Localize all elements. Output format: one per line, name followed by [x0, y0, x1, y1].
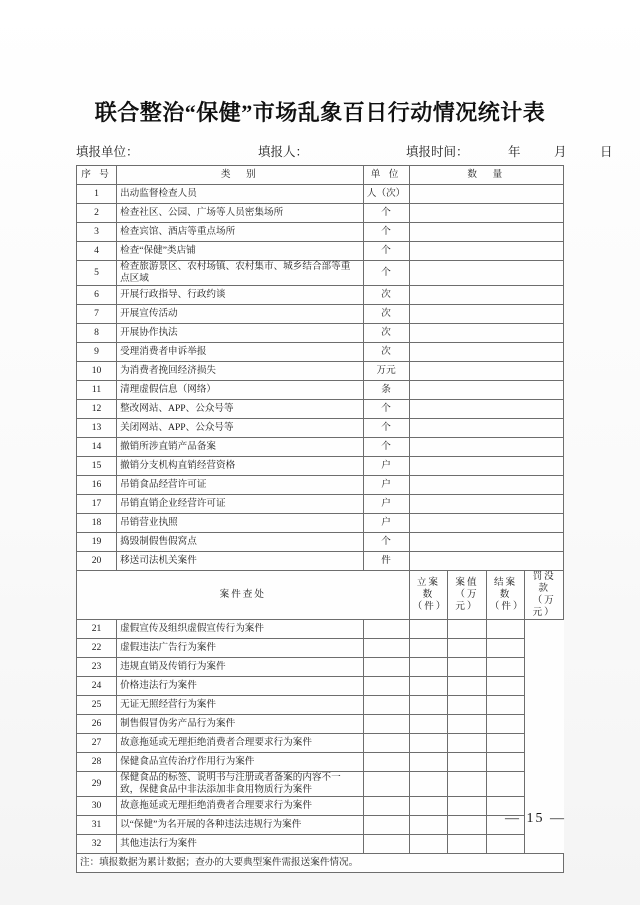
row-quantity-cell[interactable] [409, 418, 563, 437]
row-category: 吊销食品经营许可证 [117, 475, 363, 494]
row-category: 开展宣传活动 [117, 304, 363, 323]
row-case-closed-cell[interactable] [448, 815, 487, 834]
section-sub-header-3: 结案数 （件） [486, 570, 525, 619]
row-case-filed-cell[interactable] [363, 695, 409, 714]
row-quantity-cell[interactable] [409, 475, 563, 494]
table-row [77, 418, 564, 437]
row-quantity-cell[interactable] [409, 261, 563, 286]
row-case-filed-cell[interactable] [363, 815, 409, 834]
row-unit: 个 [363, 399, 409, 418]
table-row [77, 796, 564, 815]
table-row [77, 242, 564, 261]
table-row [77, 323, 564, 342]
table-note: 注：填报数据为累计数据；查办的大要典型案件需报送案件情况。 [77, 853, 564, 872]
row-quantity-cell[interactable] [409, 285, 563, 304]
row-number: 18 [77, 513, 117, 532]
row-case-fine-cell[interactable] [486, 714, 525, 733]
table-row [77, 261, 564, 286]
row-unit: 个 [363, 437, 409, 456]
row-case-value-cell[interactable] [409, 676, 448, 695]
row-case-filed-cell[interactable] [363, 752, 409, 771]
row-number: 5 [77, 261, 117, 286]
table-row [77, 619, 564, 638]
row-case-value-cell[interactable] [409, 771, 448, 796]
row-category: 受理消费者申诉举报 [117, 342, 363, 361]
row-unit: 户 [363, 456, 409, 475]
table-row [77, 494, 564, 513]
row-case-closed-cell[interactable] [448, 752, 487, 771]
row-case-closed-cell[interactable] [448, 676, 487, 695]
row-number: 3 [77, 223, 117, 242]
table-row [77, 204, 564, 223]
row-number: 7 [77, 304, 117, 323]
row-number: 9 [77, 342, 117, 361]
row-number: 31 [77, 815, 117, 834]
row-unit: 个 [363, 223, 409, 242]
page-title: 联合整治“保健”市场乱象百日行动情况统计表 [94, 100, 546, 125]
report-time-label: 填报时间： [406, 145, 469, 159]
row-case-fine-cell[interactable] [486, 657, 525, 676]
table-row [77, 361, 564, 380]
table-row [77, 834, 564, 853]
row-case-value-cell[interactable] [409, 638, 448, 657]
page-number: — 15 — [505, 811, 566, 826]
row-quantity-cell[interactable] [409, 399, 563, 418]
row-case-filed-cell[interactable] [363, 796, 409, 815]
row-unit: 条 [363, 380, 409, 399]
row-category: 保健食品的标签、说明书与注册或者备案的内容不一致，保健食品中非法添加非食用物质行为案件 [117, 771, 363, 796]
table-row [77, 771, 564, 796]
row-case-fine-cell[interactable] [486, 834, 525, 853]
row-unit: 个 [363, 261, 409, 286]
row-case-filed-cell[interactable] [363, 619, 409, 638]
row-unit: 万元 [363, 361, 409, 380]
row-case-closed-cell[interactable] [448, 657, 487, 676]
row-case-fine-cell[interactable] [486, 733, 525, 752]
row-unit: 次 [363, 285, 409, 304]
table-row [77, 437, 564, 456]
table-row [77, 456, 564, 475]
row-category: 价格违法行为案件 [117, 676, 363, 695]
section-sub-header-4: 罚没款 （万元） [525, 570, 564, 619]
row-number: 21 [77, 619, 117, 638]
row-number: 10 [77, 361, 117, 380]
row-case-value-cell[interactable] [409, 657, 448, 676]
row-category: 出动监督检查人员 [117, 185, 363, 204]
row-category: 以“保健”为名开展的各种违法违规行为案件 [117, 815, 363, 834]
row-quantity-cell[interactable] [409, 242, 563, 261]
row-category: 无证无照经营行为案件 [117, 695, 363, 714]
row-quantity-cell[interactable] [409, 204, 563, 223]
row-number: 29 [77, 771, 117, 796]
row-case-filed-cell[interactable] [363, 676, 409, 695]
row-quantity-cell[interactable] [409, 456, 563, 475]
table-row [77, 513, 564, 532]
table-row [77, 657, 564, 676]
section-header-row [77, 570, 564, 619]
row-case-value-cell[interactable] [409, 815, 448, 834]
row-category: 虚假宣传及组织虚假宣传行为案件 [117, 619, 363, 638]
table-row [77, 752, 564, 771]
row-case-closed-cell[interactable] [448, 834, 487, 853]
row-number: 8 [77, 323, 117, 342]
row-number: 27 [77, 733, 117, 752]
row-case-closed-cell[interactable] [448, 771, 487, 796]
row-category: 制售假冒伪劣产品行为案件 [117, 714, 363, 733]
row-number: 24 [77, 676, 117, 695]
row-number: 19 [77, 532, 117, 551]
row-unit: 个 [363, 242, 409, 261]
row-category: 违规直销及传销行为案件 [117, 657, 363, 676]
row-quantity-cell[interactable] [409, 342, 563, 361]
header-category: 类 别 [117, 166, 363, 185]
row-quantity-cell[interactable] [409, 437, 563, 456]
row-unit: 次 [363, 342, 409, 361]
row-category: 吊销营业执照 [117, 513, 363, 532]
row-case-value-cell[interactable] [409, 695, 448, 714]
table-row [77, 475, 564, 494]
table-row [77, 695, 564, 714]
row-category: 整改网站、APP、公众号等 [117, 399, 363, 418]
row-case-filed-cell[interactable] [363, 638, 409, 657]
row-case-fine-cell[interactable] [486, 752, 525, 771]
row-quantity-cell[interactable] [409, 361, 563, 380]
row-unit: 户 [363, 475, 409, 494]
row-category: 撤销所涉直销产品备案 [117, 437, 363, 456]
table-note-row [77, 853, 564, 872]
row-case-fine-cell[interactable] [486, 695, 525, 714]
section-sub-header-2: 案值 （万元） [448, 570, 487, 619]
row-category: 检查社区、公园、广场等人员密集场所 [117, 204, 363, 223]
day-label: 日 [600, 145, 613, 159]
row-unit: 次 [363, 323, 409, 342]
row-category: 故意拖延或无理拒绝消费者合理要求行为案件 [117, 796, 363, 815]
row-category: 其他违法行为案件 [117, 834, 363, 853]
month-label: 月 [554, 145, 567, 159]
row-number: 15 [77, 456, 117, 475]
row-quantity-cell[interactable] [409, 551, 563, 570]
row-unit: 个 [363, 418, 409, 437]
row-quantity-cell[interactable] [409, 494, 563, 513]
row-case-closed-cell[interactable] [448, 695, 487, 714]
row-number: 17 [77, 494, 117, 513]
row-category: 开展协作执法 [117, 323, 363, 342]
reporting-unit-label: 填报单位： [76, 145, 139, 159]
row-case-closed-cell[interactable] [448, 733, 487, 752]
row-number: 14 [77, 437, 117, 456]
row-case-value-cell[interactable] [409, 796, 448, 815]
year-label: 年 [508, 145, 521, 159]
row-case-value-cell[interactable] [409, 619, 448, 638]
row-number: 1 [77, 185, 117, 204]
table-row [77, 532, 564, 551]
row-number: 2 [77, 204, 117, 223]
row-number: 6 [77, 285, 117, 304]
row-category: 吊销直销企业经营许可证 [117, 494, 363, 513]
row-quantity-cell[interactable] [409, 380, 563, 399]
table-row [77, 676, 564, 695]
row-quantity-cell[interactable] [409, 304, 563, 323]
row-category: 开展行政指导、行政约谈 [117, 285, 363, 304]
row-category: 检查“保健”类店铺 [117, 242, 363, 261]
row-category: 捣毁制假售假窝点 [117, 532, 363, 551]
statistics-table [76, 165, 564, 873]
row-case-fine-cell[interactable] [486, 619, 525, 638]
row-unit: 件 [363, 551, 409, 570]
row-category: 撤销分支机构直销经营资格 [117, 456, 363, 475]
row-category: 虚假违法广告行为案件 [117, 638, 363, 657]
row-case-filed-cell[interactable] [363, 657, 409, 676]
table-row [77, 638, 564, 657]
table-row [77, 342, 564, 361]
row-case-value-cell[interactable] [409, 733, 448, 752]
row-number: 26 [77, 714, 117, 733]
row-category: 移送司法机关案件 [117, 551, 363, 570]
form-meta-line [76, 142, 613, 160]
row-quantity-cell[interactable] [409, 532, 563, 551]
row-unit: 人（次） [363, 185, 409, 204]
row-case-closed-cell[interactable] [448, 714, 487, 733]
table-row [77, 733, 564, 752]
row-quantity-cell[interactable] [409, 513, 563, 532]
row-quantity-cell[interactable] [409, 185, 563, 204]
row-quantity-cell[interactable] [409, 223, 563, 242]
row-unit: 次 [363, 304, 409, 323]
row-category: 故意拖延或无理拒绝消费者合理要求行为案件 [117, 733, 363, 752]
row-number: 20 [77, 551, 117, 570]
row-number: 22 [77, 638, 117, 657]
header-no: 序 号 [77, 166, 117, 185]
table-row [77, 399, 564, 418]
row-case-closed-cell[interactable] [448, 796, 487, 815]
row-number: 13 [77, 418, 117, 437]
table-row [77, 714, 564, 733]
row-number: 11 [77, 380, 117, 399]
table-row [77, 380, 564, 399]
row-quantity-cell[interactable] [409, 323, 563, 342]
row-case-value-cell[interactable] [409, 714, 448, 733]
row-case-closed-cell[interactable] [448, 619, 487, 638]
row-category: 检查旅游景区、农村场镇、农村集市、城乡结合部等重点区域 [117, 261, 363, 286]
row-case-filed-cell[interactable] [363, 714, 409, 733]
row-case-fine-cell[interactable] [486, 771, 525, 796]
header-quantity: 数 量 [409, 166, 563, 185]
row-case-value-cell[interactable] [409, 834, 448, 853]
row-case-filed-cell[interactable] [363, 834, 409, 853]
row-number: 30 [77, 796, 117, 815]
row-case-filed-cell[interactable] [363, 733, 409, 752]
row-number: 23 [77, 657, 117, 676]
row-number: 25 [77, 695, 117, 714]
header-unit: 单 位 [363, 166, 409, 185]
row-unit: 户 [363, 494, 409, 513]
row-number: 32 [77, 834, 117, 853]
table-row [77, 815, 564, 834]
table-header-row [77, 166, 564, 185]
row-unit: 户 [363, 513, 409, 532]
reporter-label: 填报人： [258, 145, 309, 159]
row-unit: 个 [363, 204, 409, 223]
row-case-value-cell[interactable] [409, 752, 448, 771]
row-number: 16 [77, 475, 117, 494]
section-title: 案件查处 [77, 570, 410, 619]
row-category: 清理虚假信息（网络） [117, 380, 363, 399]
row-case-filed-cell[interactable] [363, 771, 409, 796]
row-number: 28 [77, 752, 117, 771]
row-number: 12 [77, 399, 117, 418]
row-category: 检查宾馆、酒店等重点场所 [117, 223, 363, 242]
row-category: 保健食品宣传治疗作用行为案件 [117, 752, 363, 771]
table-row [77, 285, 564, 304]
table-row [77, 551, 564, 570]
row-category: 为消费者挽回经济损失 [117, 361, 363, 380]
row-category: 关闭网站、APP、公众号等 [117, 418, 363, 437]
section-sub-header-1: 立案数 （件） [409, 570, 448, 619]
table-row [77, 185, 564, 204]
row-unit: 个 [363, 532, 409, 551]
row-case-fine-cell[interactable] [486, 638, 525, 657]
table-row [77, 223, 564, 242]
row-case-closed-cell[interactable] [448, 638, 487, 657]
row-number: 4 [77, 242, 117, 261]
table-row [77, 304, 564, 323]
row-case-fine-cell[interactable] [486, 676, 525, 695]
